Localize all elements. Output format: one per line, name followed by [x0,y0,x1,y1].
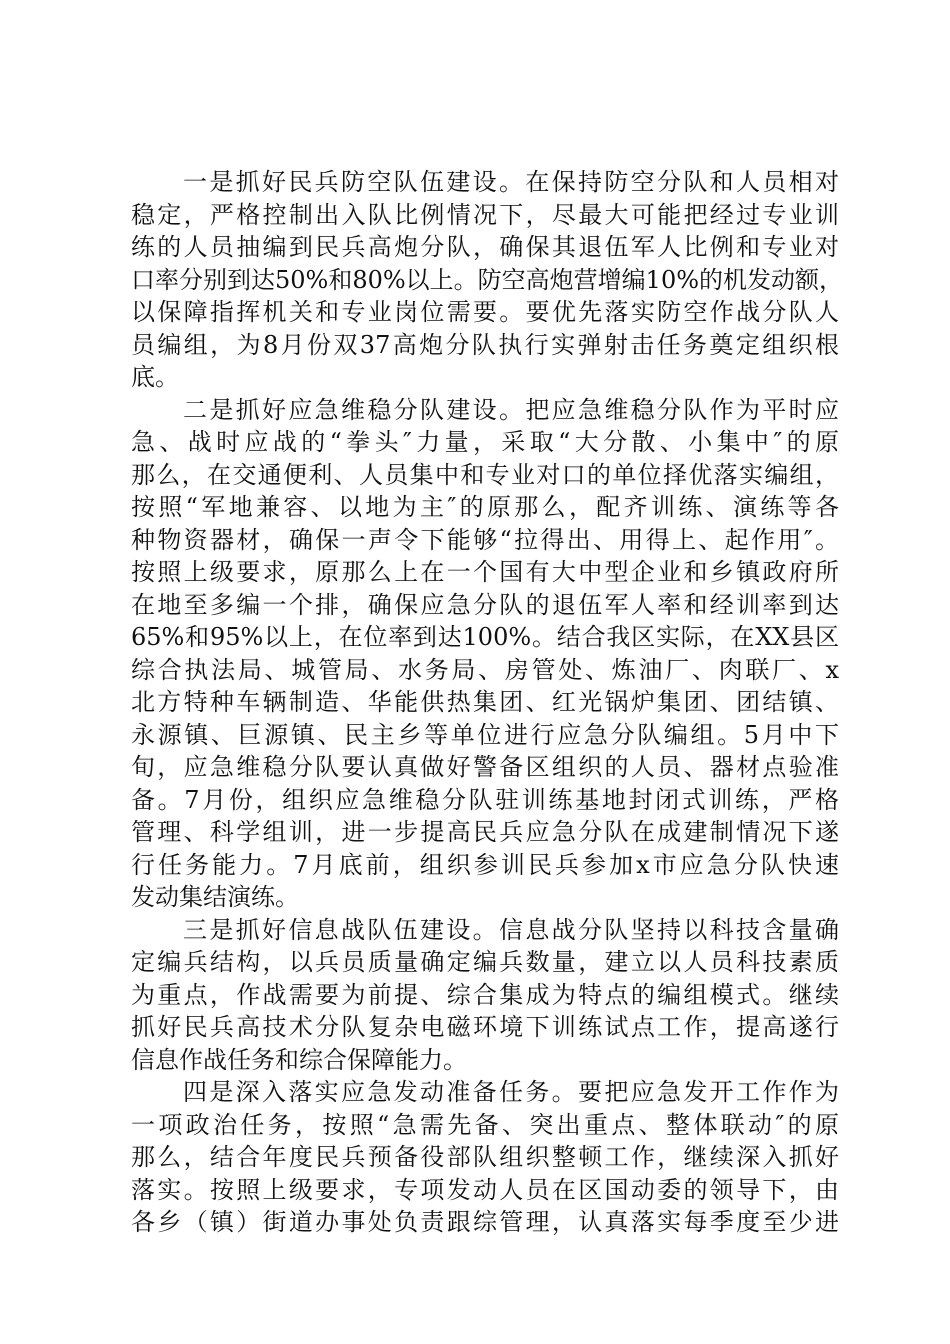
paragraph-first-line: 二是抓好应急维稳分队建设。把应急维稳分队作为平时应 [183,395,839,424]
text-line: 稳定，严格控制出入队比例情况下，尽最大可能把经过专业训 [131,200,839,229]
paragraph-first-line: 一是抓好民兵防空队伍建设。在保持防空分队和人员相对 [183,168,839,196]
text-line: 各乡（镇）街道办事处负责跟综管理，认真落实每季度至少进 [131,1208,839,1236]
paragraph-first-line: 四是深入落实应急发动准备任务。要把应急发开工作作为 [183,1078,839,1106]
text-line: 按照上级要求，原那么上在一个国有大中型企业和乡镇政府所 [131,558,839,586]
text-line: 练的人员抽编到民兵高炮分队，确保其退伍军人比例和专业对 [131,233,839,261]
text-line: 底。 [131,363,179,391]
text-line: 备。7月份，组织应急维稳分队驻训练基地封闭式训练，严格 [131,785,839,814]
text-line: 旬，应急维稳分队要认真做好警备区组织的人员、器材点验准 [131,753,839,781]
text-line: 那么，结合年度民兵预备役部队组织整顿工作，继续深入抓好 [131,1143,839,1171]
text-line: 为重点，作战需要为前提、综合集成为特点的编组模式。继续 [131,980,839,1009]
text-line: 发动集结演练。 [131,883,299,911]
text-line: 口率分别到达50%和80%以上。防空高炮营增编10%的机发动额， [131,265,844,294]
paragraph-first-line: 三是抓好信息战队伍建设。信息战分队坚持以科技含量确 [183,915,839,944]
text-line: 综合执法局、城管局、水务局、房管处、炼油厂、肉联厂、x [131,655,839,684]
text-line: 一项政治任务，按照“急需先备、突出重点、整体联动″的原 [131,1110,839,1139]
text-line: 落实。按照上级要求，专项发动人员在区国动委的领导下，由 [131,1175,839,1204]
text-line: 管理、科学组训，进一步提高民兵应急分队在成建制情况下遂 [131,818,839,846]
text-line: 在地至多编一个排，确保应急分队的退伍军人率和经训率到达 [131,590,839,619]
text-line: 定编兵结构，以兵员质量确定编兵数量，建立以人员科技素质 [131,948,839,976]
text-line: 急、战时应战的“拳头″力量，采取“大分散、小集中″的原 [131,428,839,456]
text-line: 信息作战任务和综合保障能力。 [131,1045,467,1074]
text-line: 行任务能力。7月底前，组织参训民兵参加x市应急分队快速 [131,850,839,879]
text-line: 65%和95%以上，在位率到达100%。结合我区实际，在XX县区 [131,623,839,651]
text-line: 以保障指挥机关和专业岗位需要。要优先落实防空作战分队人 [131,298,839,326]
document-body [131,166,844,1239]
text-line: 永源镇、巨源镇、民主乡等单位进行应急分队编组。5月中下 [131,720,839,749]
text-line: 种物资器材，确保一声令下能够“拉得出、用得上、起作用″。 [131,525,839,554]
text-line: 按照“军地兼容、以地为主″的原那么，配齐训练、演练等各 [131,493,839,521]
text-line: 那么，在交通便利、人员集中和专业对口的单位择优落实编组， [131,460,839,489]
text-line: 抓好民兵高技术分队复杂电磁环境下训练试点工作，提高遂行 [131,1013,839,1041]
text-line: 北方特种车辆制造、华能供热集团、红光锅炉集团、团结镇、 [131,688,839,716]
text-line: 员编组，为8月份双37高炮分队执行实弹射击任务奠定组织根 [131,330,839,359]
